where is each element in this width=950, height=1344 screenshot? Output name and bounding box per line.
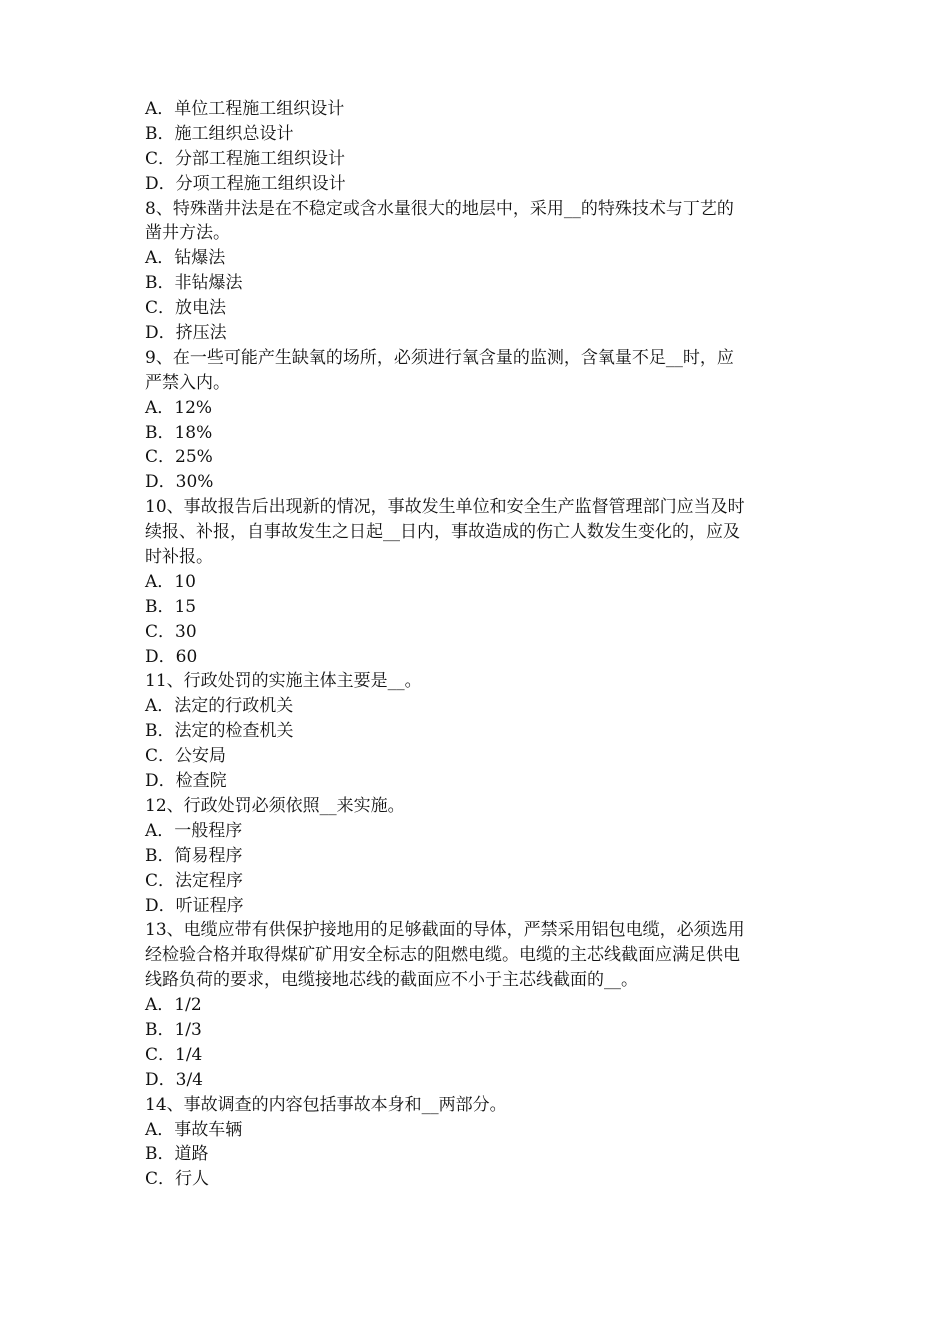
option-b: B．18% [145,422,213,443]
option-c: C．1/4 [145,1044,203,1065]
option-c: C．30 [145,621,197,642]
option-b: B．1/3 [145,1019,202,1040]
document-page [145,97,815,1192]
question-11: 11、行政处罚的实施主体主要是__。 [145,671,422,692]
option-a: A．12% [145,397,213,418]
option-b: B．法定的检查机关 [145,721,294,742]
option-d: D．60 [145,646,198,667]
question-13-line-1: 13、电缆应带有供保护接地用的足够截面的导体，严禁采用铝包电缆，必须选用 [145,920,745,941]
option-a: A．一般程序 [145,820,243,841]
question-10-line-3: 时补报。 [145,547,213,568]
option-d: D．挤压法 [145,323,227,344]
option-c: C．分部工程施工组织设计 [145,148,346,169]
option-a: A．钻爆法 [145,248,226,269]
question-13-line-3: 线路负荷的要求，电缆接地芯线的截面应不小于主芯线截面的__。 [145,970,638,991]
question-12: 12、行政处罚必须依照__来实施。 [145,795,405,816]
question-10-line-1: 10、事故报告后出现新的情况，事故发生单位和安全生产监督管理部门应当及时 [145,497,745,518]
option-d: D．分项工程施工组织设计 [145,173,346,194]
question-9-line-2: 严禁入内。 [145,372,230,393]
option-a: A．单位工程施工组织设计 [145,99,345,119]
option-a: A．事故车辆 [145,1119,243,1140]
option-d: D．听证程序 [145,895,244,916]
option-c: C．放电法 [145,298,227,319]
option-b: B．15 [145,596,197,617]
option-a: A．1/2 [145,995,202,1016]
question-13-line-2: 经检验合格并取得煤矿矿用安全标志的阻燃电缆。电缆的主芯线截面应满足供电 [145,945,740,966]
question-9-line-1: 9、在一些可能产生缺氧的场所，必须进行氧含量的监测，含氧量不足__时，应 [145,347,734,368]
option-d: D．3/4 [145,1069,203,1090]
question-8-line-2: 凿井方法。 [145,223,230,244]
question-10-line-2: 续报、补报，自事故发生之日起__日内，事故造成的伤亡人数发生变化的，应及 [145,522,740,543]
question-8-line-1: 8、特殊凿井法是在不稳定或含水量很大的地层中，采用__的特殊技术与丁艺的 [145,198,734,219]
option-c: C．法定程序 [145,870,244,891]
option-d: D．30% [145,472,214,493]
option-a: A．法定的行政机关 [145,696,294,717]
option-c: C．公安局 [145,746,227,767]
option-c: C．行人 [145,1169,210,1190]
option-b: B．非钻爆法 [145,273,243,294]
option-b: B．简易程序 [145,845,243,866]
option-d: D．检查院 [145,771,227,792]
option-a: A．10 [145,571,196,592]
option-b: B．施工组织总设计 [145,123,294,144]
option-b: B．道路 [145,1144,209,1165]
option-c: C．25% [145,447,213,468]
question-14: 14、事故调查的内容包括事故本身和__两部分。 [145,1094,507,1115]
